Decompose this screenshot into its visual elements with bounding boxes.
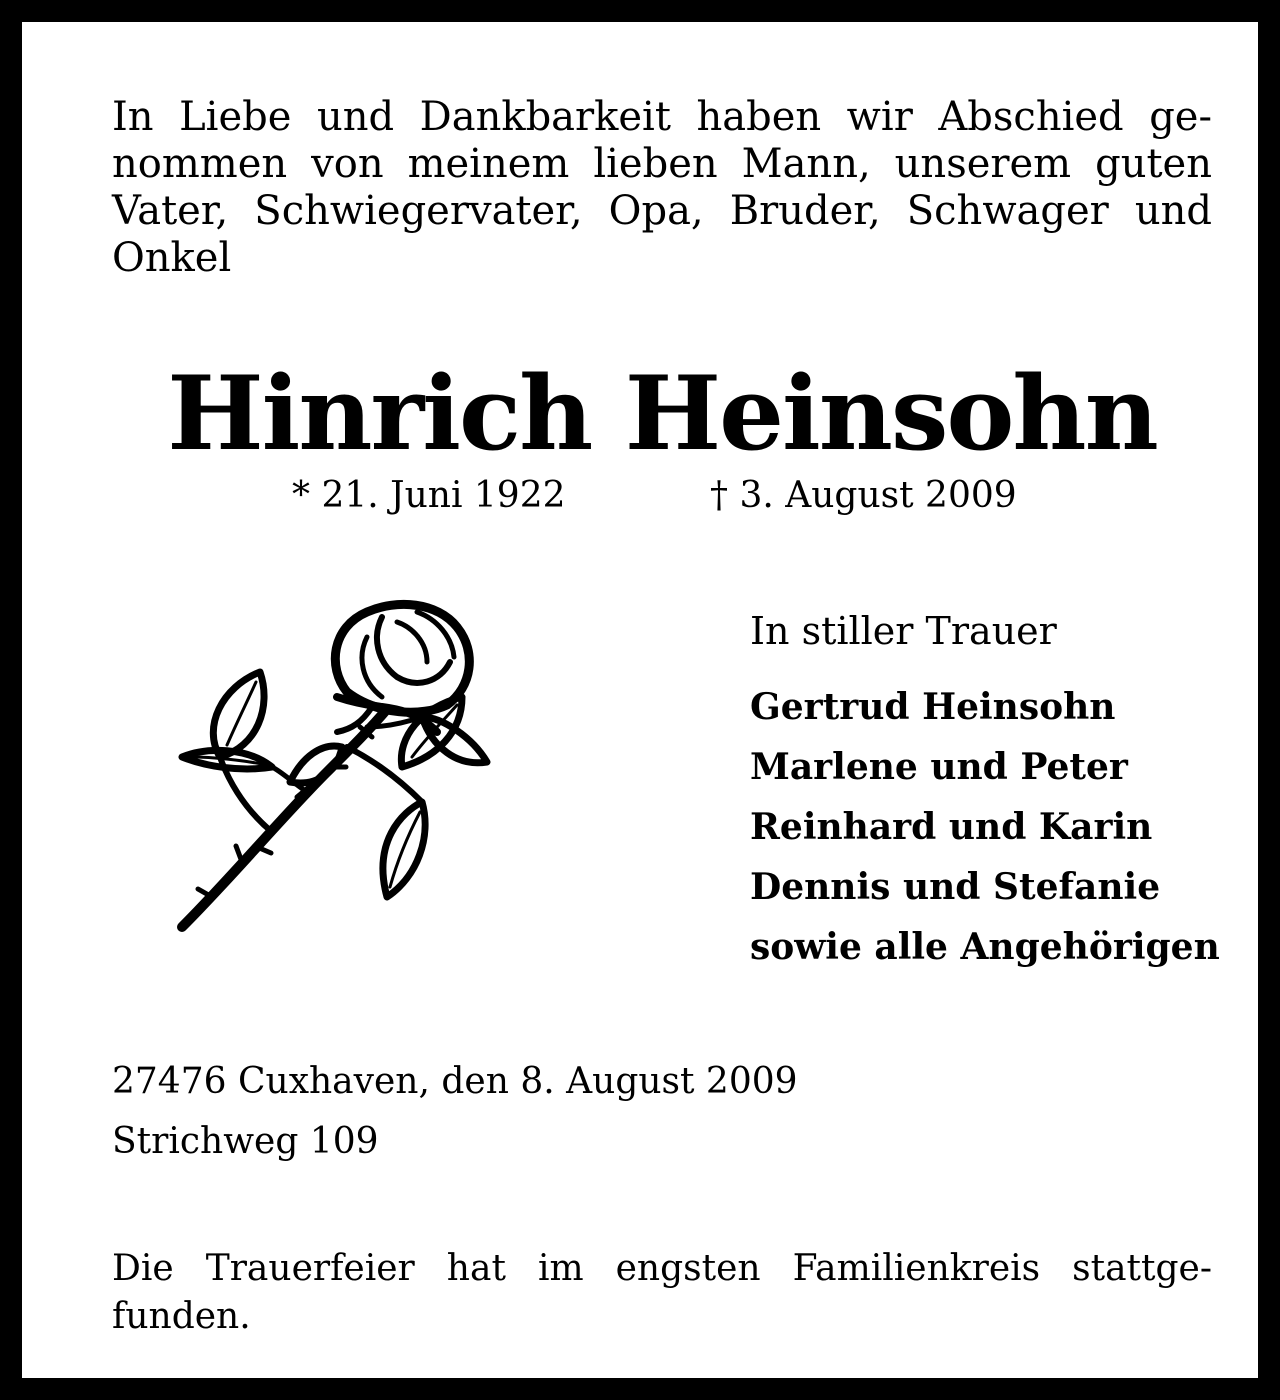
mourners-block bbox=[750, 607, 1220, 977]
mourner-name: Marlene und Peter bbox=[750, 746, 1128, 788]
mourner-name: Reinhard und Karin bbox=[750, 806, 1153, 848]
intro-line: Vater, Schwiegervater, Opa, Bruder, Schwager und bbox=[112, 188, 1212, 234]
intro-line: nommen von meinem lieben Mann, unserem guten bbox=[112, 141, 1212, 187]
intro-line: Onkel bbox=[112, 235, 232, 281]
city-date: 27476 Cuxhaven, den 8. August 2009 bbox=[112, 1061, 798, 1102]
closing-line: funden. bbox=[112, 1296, 251, 1337]
intro-line: In Liebe und Dankbarkeit haben wir Abschied ge- bbox=[112, 94, 1212, 140]
mourner-name: sowie alle Angehörigen bbox=[750, 926, 1220, 968]
intro-text bbox=[112, 94, 1212, 282]
rose-icon bbox=[172, 597, 502, 937]
street-address: Strichweg 109 bbox=[112, 1121, 379, 1162]
mourner-name: Gertrud Heinsohn bbox=[750, 686, 1116, 728]
mourning-lead: In stiller Trauer bbox=[750, 609, 1057, 653]
birth-date: * 21. Juni 1922 bbox=[292, 475, 566, 516]
closing-line: Die Trauerfeier hat im engsten Familienkreis stattge- bbox=[112, 1248, 1212, 1289]
closing-text bbox=[112, 1245, 1212, 1341]
deceased-name: Hinrich Heinsohn bbox=[167, 354, 1157, 474]
address-block bbox=[112, 1052, 798, 1172]
death-date: † 3. August 2009 bbox=[710, 475, 1017, 516]
mourner-name: Dennis und Stefanie bbox=[750, 866, 1161, 908]
